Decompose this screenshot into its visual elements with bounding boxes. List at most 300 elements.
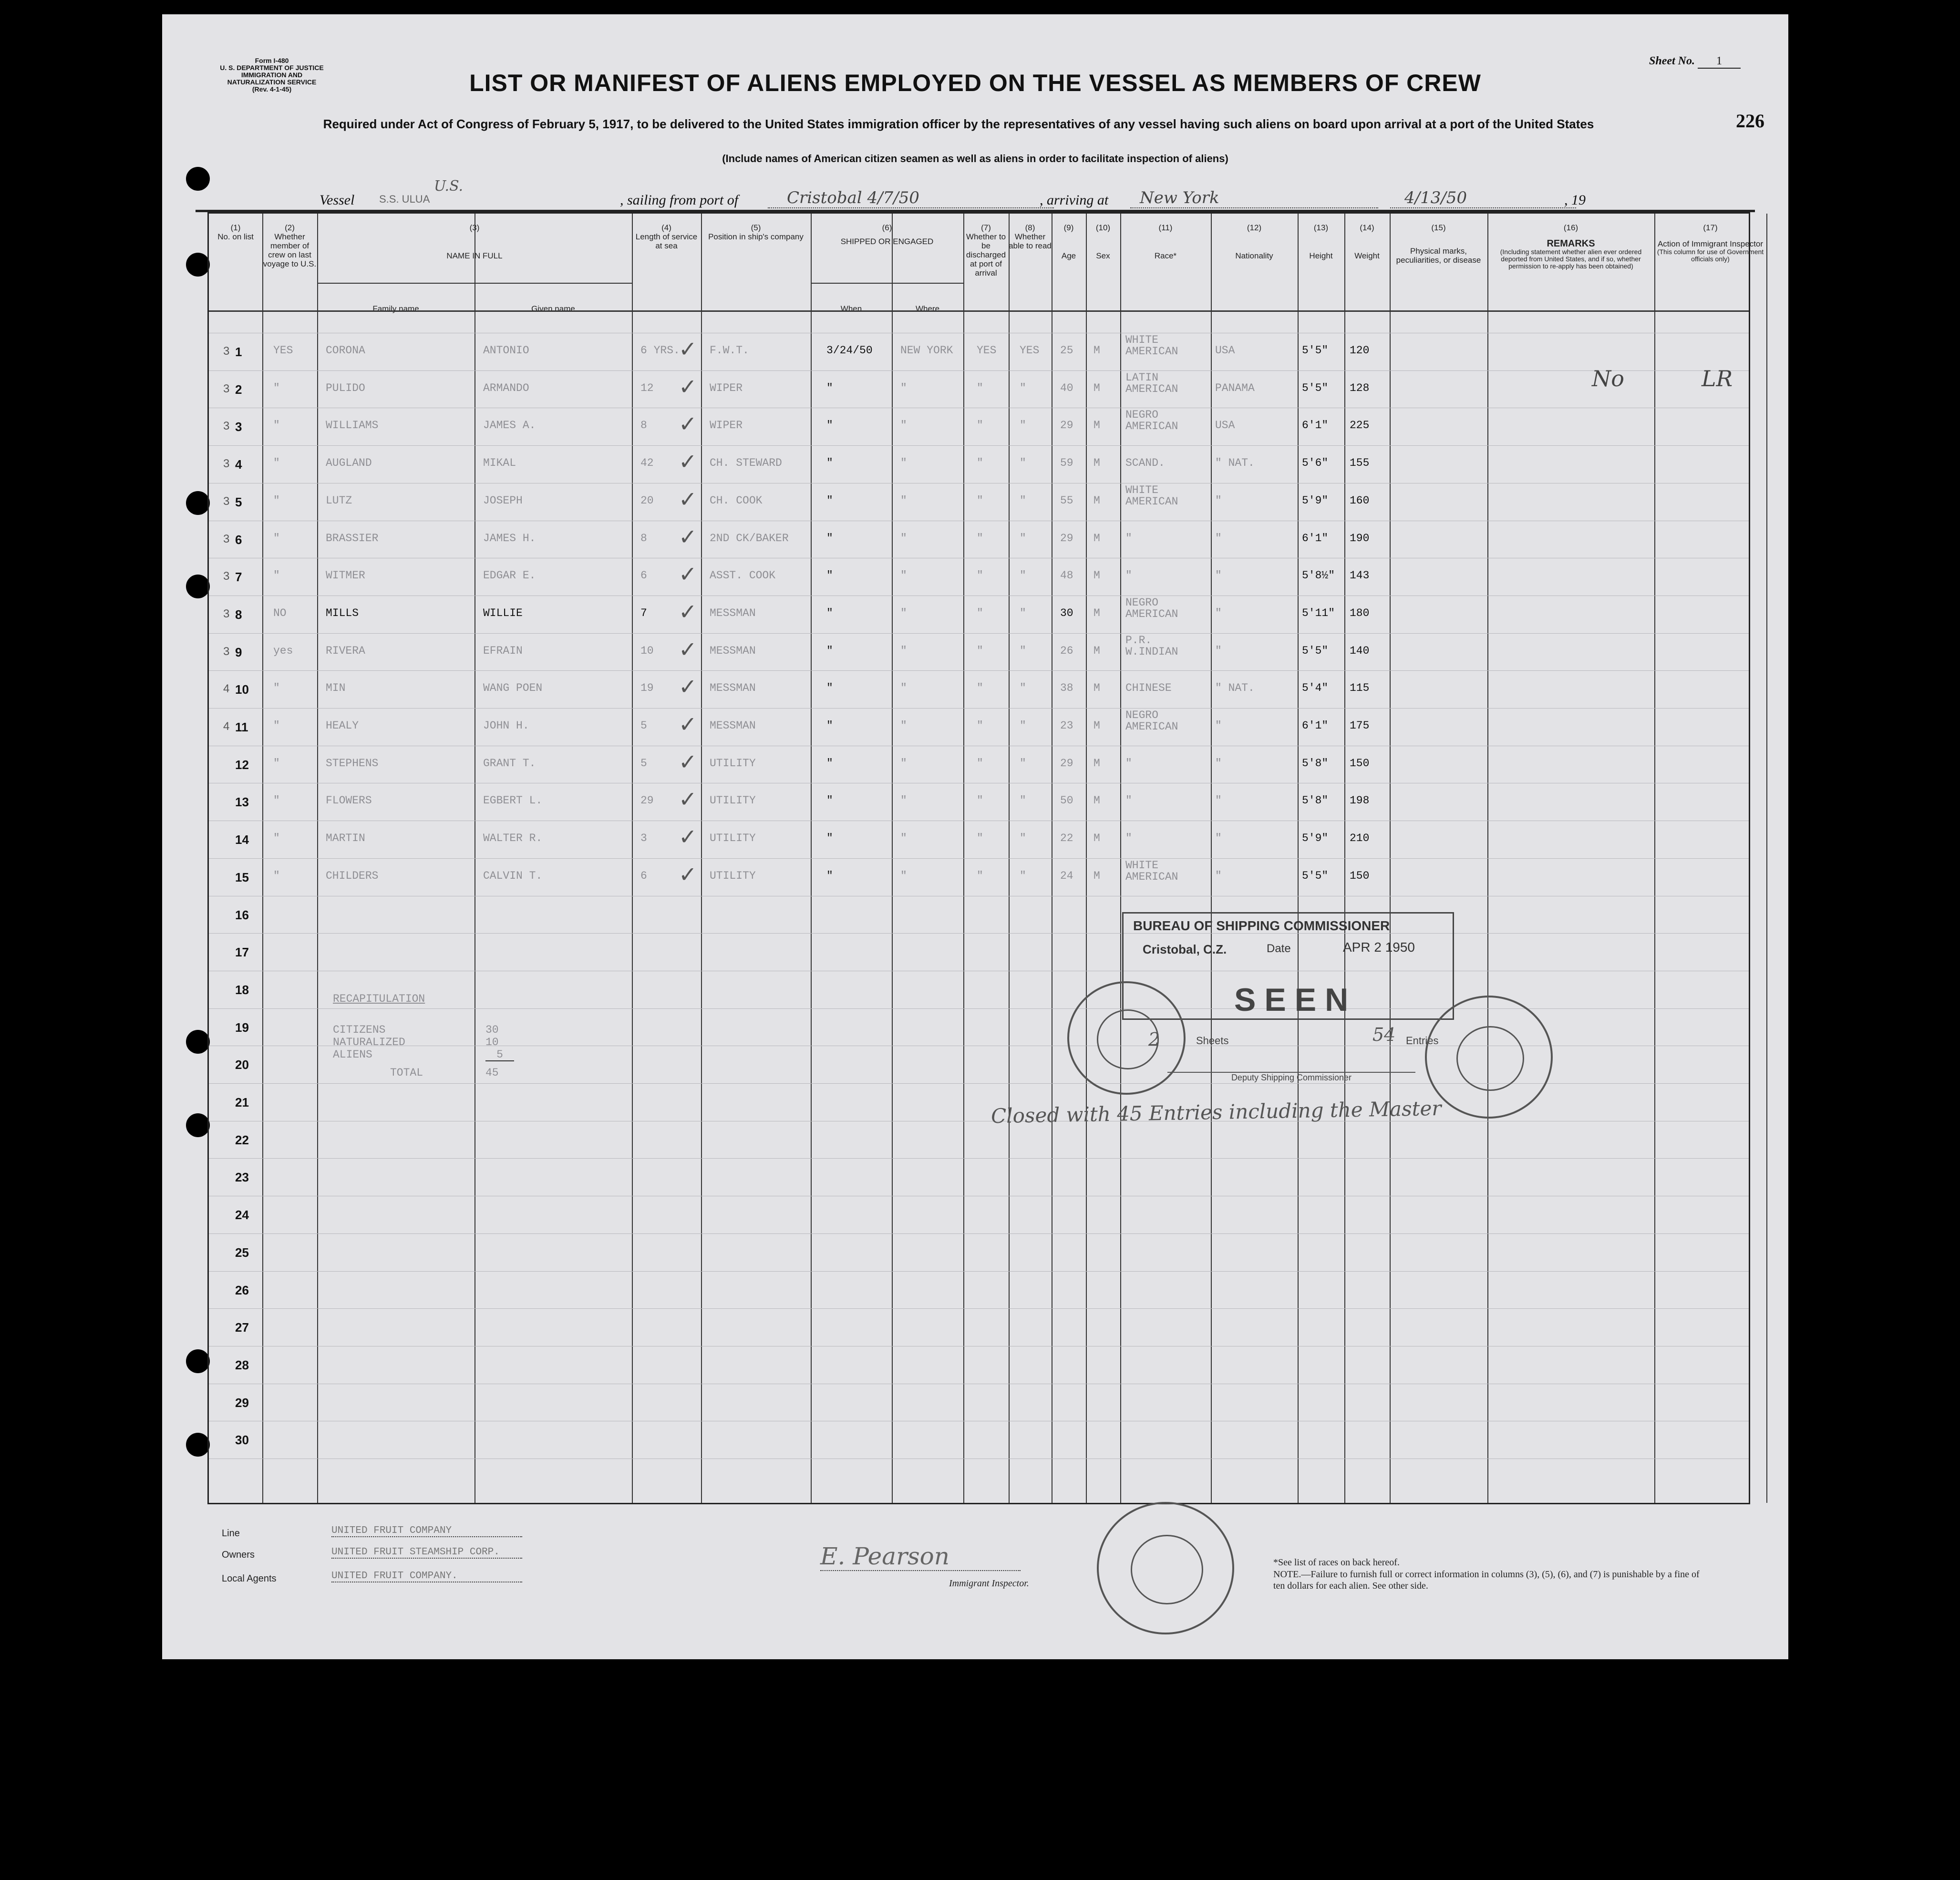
cell-age: 40: [1060, 381, 1073, 394]
check-mark-icon: ✓: [679, 486, 697, 512]
cell-where: ": [900, 494, 907, 507]
cell-read: ": [1020, 606, 1026, 619]
cell-discharged: ": [977, 606, 983, 619]
cell-last-voyage: ": [273, 419, 280, 432]
cell-discharged: ": [977, 794, 983, 807]
cell-discharged: ": [977, 832, 983, 845]
cell-nationality: ": [1215, 606, 1222, 619]
row-rule: [209, 1271, 1749, 1272]
cell-service: 7: [640, 606, 647, 619]
cristobal-seal: [1425, 996, 1553, 1119]
cell-given: JOSEPH: [483, 494, 523, 507]
cell-sex: M: [1093, 757, 1100, 770]
row-number: 15: [235, 870, 249, 884]
vessel-handwritten: U.S.: [434, 178, 464, 195]
cell-age: 38: [1060, 682, 1073, 695]
cell-when: ": [826, 719, 833, 732]
col17-header: [1654, 223, 1766, 263]
header-bottom-rule: [209, 310, 1749, 312]
col17-sub: (This column for use of Government officials only): [1657, 248, 1764, 263]
cell-nationality: USA: [1215, 344, 1235, 357]
check-mark-icon: ✓: [679, 711, 697, 737]
cell-age: 29: [1060, 757, 1073, 770]
cell-last-voyage: YES: [273, 344, 293, 357]
cell-race: WHITE AMERICAN: [1125, 859, 1178, 883]
cell-family: HEALY: [326, 719, 359, 732]
sailing-label: , sailing from port of: [620, 192, 739, 208]
header-subrule: [811, 283, 963, 284]
row-rule: [209, 445, 1749, 446]
cell-discharged: ": [977, 532, 983, 544]
cell-position: WIPER: [710, 381, 743, 394]
cell-where: ": [900, 644, 907, 657]
row-number: 13: [235, 795, 249, 810]
stamp-sheets-label: Sheets: [1196, 1035, 1229, 1047]
cell-age: 59: [1060, 457, 1073, 470]
col17-num: (17): [1703, 223, 1718, 232]
col9-text: Age: [1061, 251, 1076, 260]
row-prefix: 4: [223, 682, 230, 696]
cell-age: 26: [1060, 644, 1073, 657]
cell-race: CHINESE: [1125, 682, 1172, 695]
cell-last-voyage: ": [273, 719, 280, 732]
cell-when: ": [826, 644, 833, 657]
check-mark-icon: ✓: [679, 449, 697, 475]
stamp-signature-line: Deputy Shipping Commissioner: [1167, 1072, 1415, 1083]
cell-when: ": [826, 682, 833, 695]
row-rule: [209, 633, 1749, 634]
cell-when: ": [826, 832, 833, 845]
check-mark-icon: ✓: [679, 674, 697, 700]
col13-text: Height: [1309, 251, 1333, 260]
cell-given: WALTER R.: [483, 832, 543, 845]
cell-when: ": [826, 869, 833, 882]
cell-given: GRANT T.: [483, 757, 536, 770]
col8-num: (8): [1025, 223, 1035, 232]
col14-text: Weight: [1354, 251, 1380, 260]
cell-height: 5'9": [1302, 832, 1329, 845]
cell-height: 5'5": [1302, 344, 1329, 357]
cell-height: 6'1": [1302, 532, 1329, 544]
recap-naturalized-label: NATURALIZED: [333, 1036, 405, 1048]
line-row: [222, 1525, 452, 1539]
cell-last-voyage: ": [273, 869, 280, 882]
cell-position: UTILITY: [710, 757, 756, 770]
cell-service: 10: [640, 644, 654, 657]
col2-text: Whether member of crew on last voyage to U.S.: [263, 232, 317, 268]
cell-sex: M: [1093, 532, 1100, 544]
cell-nationality: ": [1215, 757, 1222, 770]
col1-header: [209, 223, 262, 241]
document-title: LIST OR MANIFEST OF ALIENS EMPLOYED ON THE VESSEL AS MEMBERS OF CREW: [469, 70, 1481, 96]
cell-age: 48: [1060, 569, 1073, 582]
arriving-label: , arriving at: [1040, 192, 1109, 208]
row-number: 4: [235, 457, 242, 472]
cell-given: MIKAL: [483, 457, 516, 470]
cell-position: 2ND CK/BAKER: [710, 532, 789, 544]
col13-num: (13): [1313, 223, 1329, 232]
cell-discharged: ": [977, 494, 983, 507]
cell-sex: M: [1093, 644, 1100, 657]
row-number: 5: [235, 494, 242, 509]
line-value: UNITED FRUIT COMPANY: [331, 1525, 522, 1537]
cell-family: MIN: [326, 682, 346, 695]
stamp-sheets-value: 2: [1148, 1029, 1160, 1050]
cell-race: ": [1125, 832, 1132, 845]
col11-header: [1120, 223, 1211, 260]
cell-position: WIPER: [710, 419, 743, 432]
page-number: 226: [1736, 110, 1764, 132]
cell-given: JOHN H.: [483, 719, 529, 732]
cell-race: ": [1125, 569, 1132, 582]
punch-hole: [186, 1349, 210, 1373]
cell-discharged: ": [977, 569, 983, 582]
cell-read: ": [1020, 719, 1026, 732]
cell-race: LATIN AMERICAN: [1125, 371, 1178, 395]
cell-service: 5: [640, 757, 647, 770]
cell-read: ": [1020, 869, 1026, 882]
col12-text: Nationality: [1235, 251, 1273, 260]
col1-text: No. on list: [217, 232, 254, 241]
cell-height: 5'11": [1302, 606, 1335, 619]
cell-nationality: ": [1215, 869, 1222, 882]
cell-last-voyage: ": [273, 381, 280, 394]
cell-position: CH. COOK: [710, 494, 763, 507]
col10-text: Sex: [1096, 251, 1110, 260]
check-mark-icon: ✓: [679, 524, 697, 550]
cell-read: ": [1020, 832, 1026, 845]
check-mark-icon: ✓: [679, 824, 697, 850]
col8-text: Whether able to read: [1009, 232, 1052, 250]
col2-header: [262, 223, 317, 268]
cell-service: 20: [640, 494, 654, 507]
row-prefix: 4: [223, 720, 230, 733]
cell-weight: 160: [1350, 494, 1370, 507]
cell-nationality: PANAMA: [1215, 381, 1255, 394]
inspector-signature: E. Pearson: [820, 1542, 1021, 1571]
row-number: 2: [235, 382, 242, 397]
row-number: 23: [235, 1170, 249, 1185]
cell-sex: M: [1093, 419, 1100, 432]
where-header: Where: [915, 304, 940, 313]
cell-age: 24: [1060, 869, 1073, 882]
department: U. S. DEPARTMENT OF JUSTICE: [220, 64, 324, 72]
col9-header: [1052, 223, 1086, 260]
check-mark-icon: ✓: [679, 561, 697, 587]
cell-given: ARMANDO: [483, 381, 529, 394]
punch-hole: [186, 575, 210, 598]
cell-read: YES: [1020, 344, 1040, 357]
inspector-label: Immigrant Inspector.: [949, 1578, 1029, 1589]
manifest-sheet: [162, 14, 1788, 1659]
cell-discharged: ": [977, 419, 983, 432]
cell-family: CORONA: [326, 344, 365, 357]
cell-where: ": [900, 569, 907, 582]
cell-family: PULIDO: [326, 381, 365, 394]
stamp-place: Cristobal, C.Z.: [1143, 942, 1227, 956]
cell-where: ": [900, 869, 907, 882]
cell-read: ": [1020, 757, 1026, 770]
col10-header: [1086, 223, 1120, 260]
cell-read: ": [1020, 419, 1026, 432]
stamp-line1: BUREAU OF SHIPPING COMMISSIONER: [1133, 918, 1390, 933]
cell-service: 3: [640, 832, 647, 845]
cell-nationality: " NAT.: [1215, 457, 1255, 470]
cell-nationality: USA: [1215, 419, 1235, 432]
row-rule: [209, 1308, 1749, 1309]
cell-age: 23: [1060, 719, 1073, 732]
col6-text: SHIPPED OR ENGAGED: [840, 237, 934, 246]
cell-service: 42: [640, 457, 654, 470]
cell-weight: 120: [1350, 344, 1370, 357]
cell-weight: 143: [1350, 569, 1370, 582]
cell-race: NEGRO AMERICAN: [1125, 596, 1178, 620]
cell-sex: M: [1093, 719, 1100, 732]
cell-position: UTILITY: [710, 869, 756, 882]
cell-race: ": [1125, 757, 1132, 770]
cell-remarks: No: [1592, 365, 1624, 391]
col14-header: [1344, 223, 1390, 260]
row-number: 24: [235, 1208, 249, 1223]
row-number: 21: [235, 1095, 249, 1110]
cell-race: P.R. W.INDIAN: [1125, 634, 1178, 658]
cell-given: CALVIN T.: [483, 869, 543, 882]
cell-when: ": [826, 532, 833, 544]
cell-discharged: YES: [977, 344, 997, 357]
cell-when: ": [826, 494, 833, 507]
col12-num: (12): [1247, 223, 1262, 232]
cell-nationality: ": [1215, 532, 1222, 544]
cell-weight: 198: [1350, 794, 1370, 807]
cell-discharged: ": [977, 457, 983, 470]
cell-height: 5'4": [1302, 682, 1329, 695]
row-number: 29: [235, 1395, 249, 1410]
cell-read: ": [1020, 682, 1026, 695]
cell-position: F.W.T.: [710, 344, 749, 357]
cell-last-voyage: ": [273, 832, 280, 845]
col9-num: (9): [1063, 223, 1074, 232]
row-prefix: 3: [223, 532, 230, 545]
cell-family: MARTIN: [326, 832, 365, 845]
cell-sex: M: [1093, 794, 1100, 807]
col16-header: [1487, 223, 1654, 270]
cell-service: 6: [640, 869, 647, 882]
col12-header: [1211, 223, 1298, 260]
cell-weight: 175: [1350, 719, 1370, 732]
recap-total-label: TOTAL: [390, 1067, 423, 1079]
given-name-header: Given name: [531, 304, 575, 313]
cell-last-voyage: ": [273, 457, 280, 470]
col7-text: Whether to be discharged at port of arrival: [966, 232, 1006, 277]
cell-given: WANG POEN: [483, 682, 543, 695]
cell-sex: M: [1093, 832, 1100, 845]
row-prefix: 3: [223, 420, 230, 433]
cell-given: EFRAIN: [483, 644, 523, 657]
cell-height: 5'8": [1302, 794, 1329, 807]
when-header: When: [840, 304, 862, 313]
cell-family: CHILDERS: [326, 869, 379, 882]
cell-height: 5'5": [1302, 381, 1329, 394]
cell-service: 6: [640, 569, 647, 582]
cell-sex: M: [1093, 606, 1100, 619]
row-number: 6: [235, 532, 242, 547]
stamp-date: APR 2 1950: [1343, 940, 1415, 955]
col11-text: Race*: [1154, 251, 1177, 260]
cell-read: ": [1020, 644, 1026, 657]
col16-sub: (Including statement whether alien ever ordered deported from United States, and if so, whether permission to re-apply has been obtained): [1500, 248, 1642, 270]
row-prefix: 3: [223, 570, 230, 583]
cell-where: ": [900, 606, 907, 619]
cell-read: ": [1020, 569, 1026, 582]
cell-given: EGBERT L.: [483, 794, 543, 807]
family-name-header: Family name: [372, 304, 419, 313]
cell-sex: M: [1093, 569, 1100, 582]
cell-when: ": [826, 419, 833, 432]
cell-nationality: " NAT.: [1215, 682, 1255, 695]
cell-weight: 155: [1350, 457, 1370, 470]
cell-service: 6 YRS.: [640, 344, 680, 357]
col6-header: [811, 223, 963, 246]
recap-citizens: 30: [485, 1024, 499, 1036]
stamp-entries-value: 54: [1372, 1024, 1396, 1045]
year-blank: [1598, 193, 1664, 211]
stamp-date-label: Date: [1267, 942, 1291, 955]
cell-race: NEGRO AMERICAN: [1125, 709, 1178, 733]
check-mark-icon: ✓: [679, 861, 697, 887]
cell-height: 5'9": [1302, 494, 1329, 507]
cell-where: ": [900, 794, 907, 807]
row-number: 20: [235, 1058, 249, 1072]
punch-hole: [186, 491, 210, 515]
cell-race: ": [1125, 532, 1132, 544]
cell-read: ": [1020, 494, 1026, 507]
row-number: 16: [235, 907, 249, 922]
vessel-label: Vessel: [320, 192, 355, 208]
col8-header: [1009, 223, 1052, 250]
cell-where: NEW YORK: [900, 344, 953, 357]
cell-read: ": [1020, 794, 1026, 807]
cell-position: UTILITY: [710, 832, 756, 845]
cell-age: 50: [1060, 794, 1073, 807]
cell-discharged: ": [977, 682, 983, 695]
cell-family: WILLIAMS: [326, 419, 379, 432]
cristobal-seal: [1097, 1502, 1234, 1634]
col16-num: (16): [1563, 223, 1578, 232]
check-mark-icon: ✓: [679, 636, 697, 662]
owners-row: [222, 1547, 500, 1561]
row-rule: [209, 858, 1749, 859]
cell-position: MESSMAN: [710, 719, 756, 732]
instruction-note: (Include names of American citizen seamen as well as aliens in order to facilitate inspection of aliens): [722, 153, 1228, 164]
row-number: 12: [235, 757, 249, 772]
cell-age: 29: [1060, 419, 1073, 432]
row-number: 14: [235, 832, 249, 847]
races-note: *See list of races on back hereof.: [1273, 1557, 1400, 1568]
col15-num: (15): [1431, 223, 1446, 232]
row-prefix: 3: [223, 494, 230, 508]
col7-header: [963, 223, 1009, 277]
row-number: 25: [235, 1245, 249, 1260]
row-number: 1: [235, 345, 242, 359]
cell-position: MESSMAN: [710, 606, 756, 619]
cell-service: 8: [640, 532, 647, 544]
cell-weight: 150: [1350, 869, 1370, 882]
cell-when: ": [826, 606, 833, 619]
cell-sex: M: [1093, 344, 1100, 357]
row-rule: [209, 933, 1749, 934]
row-rule: [209, 370, 1749, 371]
cell-race: SCAND.: [1125, 457, 1165, 470]
sheet-number: [1649, 55, 1741, 69]
closing-note: Closed with 45 Entries including the Master: [990, 1096, 1442, 1128]
cell-where: ": [900, 682, 907, 695]
cell-race: ": [1125, 794, 1132, 807]
row-prefix: 3: [223, 645, 230, 658]
cell-read: ": [1020, 532, 1026, 544]
check-mark-icon: ✓: [679, 336, 697, 362]
col14-num: (14): [1360, 223, 1374, 232]
cell-last-voyage: NO: [273, 606, 287, 619]
col7-num: (7): [981, 223, 991, 232]
service: IMMIGRATION AND NATURALIZATION SERVICE: [227, 71, 317, 86]
cell-position: ASST. COOK: [710, 569, 776, 582]
punch-hole: [186, 253, 210, 277]
cell-position: UTILITY: [710, 794, 756, 807]
cell-family: BRASSIER: [326, 532, 379, 544]
cell-nationality: ": [1215, 719, 1222, 732]
cell-weight: 210: [1350, 832, 1370, 845]
cell-family: AUGLAND: [326, 457, 372, 470]
row-number: 22: [235, 1132, 249, 1147]
col13-header: [1298, 223, 1344, 260]
col4-num: (4): [661, 223, 671, 232]
row-rule: [209, 1233, 1749, 1234]
col17-text: Action of Immigrant Inspector: [1657, 239, 1764, 248]
col15-text: Physical marks, peculiarities, or disease: [1396, 247, 1481, 265]
cell-when: ": [826, 757, 833, 770]
cell-sex: M: [1093, 869, 1100, 882]
row-number: 17: [235, 945, 249, 960]
cell-nationality: ": [1215, 494, 1222, 507]
cell-height: 6'1": [1302, 719, 1329, 732]
cell-race: WHITE AMERICAN: [1125, 334, 1178, 358]
cell-sex: M: [1093, 381, 1100, 394]
col1-num: (1): [230, 223, 241, 232]
cell-weight: 190: [1350, 532, 1370, 544]
cell-when: ": [826, 794, 833, 807]
row-prefix: 3: [223, 457, 230, 471]
recap-heading: RECAPITULATION: [333, 993, 425, 1005]
cell-where: ": [900, 532, 907, 544]
row-number: 28: [235, 1357, 249, 1372]
cell-where: ": [900, 832, 907, 845]
cell-weight: 140: [1350, 644, 1370, 657]
cell-where: ": [900, 757, 907, 770]
col11-num: (11): [1158, 223, 1173, 232]
cell-height: 5'8½": [1302, 569, 1335, 582]
col10-num: (10): [1095, 223, 1111, 232]
row-prefix: 3: [223, 382, 230, 395]
col3-text: NAME IN FULL: [446, 251, 503, 260]
row-number: 8: [235, 607, 242, 622]
cell-given: WILLIE: [483, 606, 523, 619]
arrival-date: 4/13/50: [1390, 188, 1576, 208]
cell-when: 3/24/50: [826, 344, 873, 357]
cell-given: ANTONIO: [483, 344, 529, 357]
owners-value: UNITED FRUIT STEAMSHIP CORP.: [331, 1547, 522, 1559]
col16-text: REMARKS: [1547, 238, 1595, 249]
cell-nationality: ": [1215, 794, 1222, 807]
